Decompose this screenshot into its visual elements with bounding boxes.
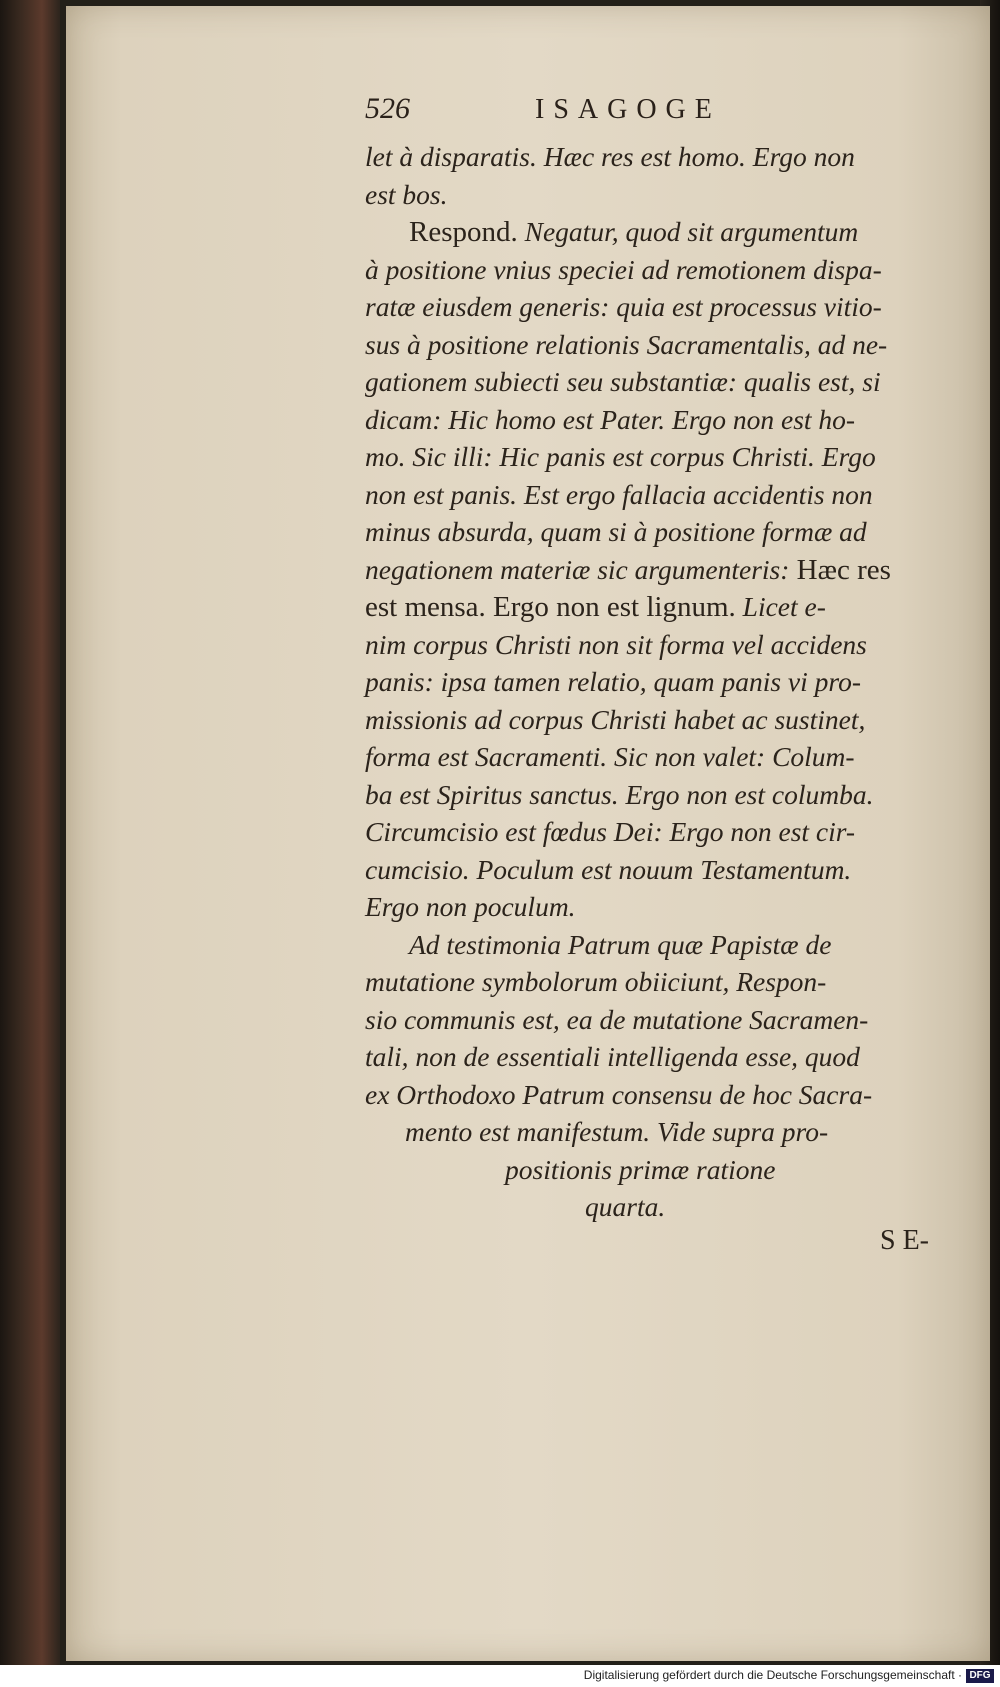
footer-bar — [0, 1665, 1000, 1687]
text-line — [365, 588, 965, 626]
catchword: S E- — [880, 1225, 929, 1256]
running-head: ISAGOGE — [535, 94, 721, 125]
text-line: minus absurda, quam si à positione formæ ad — [365, 516, 867, 547]
text-line: non est panis. Est ergo fallacia accidentis non — [365, 478, 873, 510]
text-line — [365, 213, 965, 251]
roman-fragment: Hæc res — [789, 553, 891, 586]
text-line: ex Orthodoxo Patrum consensu de hoc Sacra- — [365, 1078, 873, 1110]
text-line — [365, 551, 965, 589]
book-binding-left — [0, 0, 60, 1665]
text-line: ba est Spiritus sanctus. Ergo non est columba. — [365, 778, 874, 810]
roman-fragment: Respond. — [409, 216, 518, 248]
text-line: positionis primæ ratione — [505, 1153, 776, 1185]
italic-fragment: Negatur, quod sit argumentum — [517, 216, 859, 247]
text-line: sio communis est, ea de mutatione Sacramen- — [365, 1003, 869, 1035]
dfg-logo-icon: DFG — [966, 1669, 994, 1683]
text-line: Circumcisio est fœdus Dei: Ergo non est cir- — [365, 816, 856, 847]
text-line: mo. Sic illi: Hic panis est corpus Christi. Ergo — [365, 441, 876, 472]
text-line: est bos. — [365, 178, 448, 210]
text-line: missionis ad corpus Christi habet ac sustinet, — [365, 703, 866, 735]
italic-fragment: Licet e- — [735, 591, 826, 622]
text-line: à positione vnius speciei ad remotionem dispa- — [365, 253, 882, 285]
text-line: dicam: Hic homo est Pater. Ergo non est ho- — [365, 403, 856, 435]
text-line: gationem subiecti seu substantiæ: qualis est, si — [365, 366, 881, 397]
text-line: quarta. — [585, 1191, 666, 1222]
text-line: panis: ipsa tamen relatio, quam panis vi pro- — [365, 666, 861, 697]
text-line: let à disparatis. Hæc res est homo. Ergo non — [365, 141, 855, 172]
text-line: sus à positione relationis Sacramentalis, ad ne- — [365, 328, 888, 360]
text-line: mento est manifestum. Vide supra pro- — [405, 1116, 829, 1147]
text-line: tali, non de essentiali intelligenda esse, quod — [365, 1041, 860, 1072]
body-text — [365, 138, 965, 1226]
text-line: forma est Sacramenti. Sic non valet: Colum- — [365, 741, 855, 772]
text-line: Ergo non poculum. — [365, 891, 576, 922]
italic-fragment: negationem materiæ sic argumenteris: — [365, 553, 790, 585]
roman-fragment: est mensa. Ergo non est lignum. — [365, 591, 736, 623]
funding-credit: Digitalisierung gefördert durch die Deutsche Forschungsgemeinschaft · — [583, 1668, 962, 1682]
text-line: mutatione symbolorum obiiciunt, Respon- — [365, 966, 827, 997]
text-line: ratæ eiusdem generis: quia est processus vitio- — [365, 291, 882, 322]
text-line: cumcisio. Poculum est nouum Testamentum. — [365, 853, 852, 885]
text-line: Ad testimonia Patrum quæ Papistæ de — [409, 928, 832, 960]
page-number: 526 — [365, 92, 410, 125]
text-line: nim corpus Christi non sit forma vel accidens — [365, 628, 867, 660]
page-header — [365, 92, 965, 138]
